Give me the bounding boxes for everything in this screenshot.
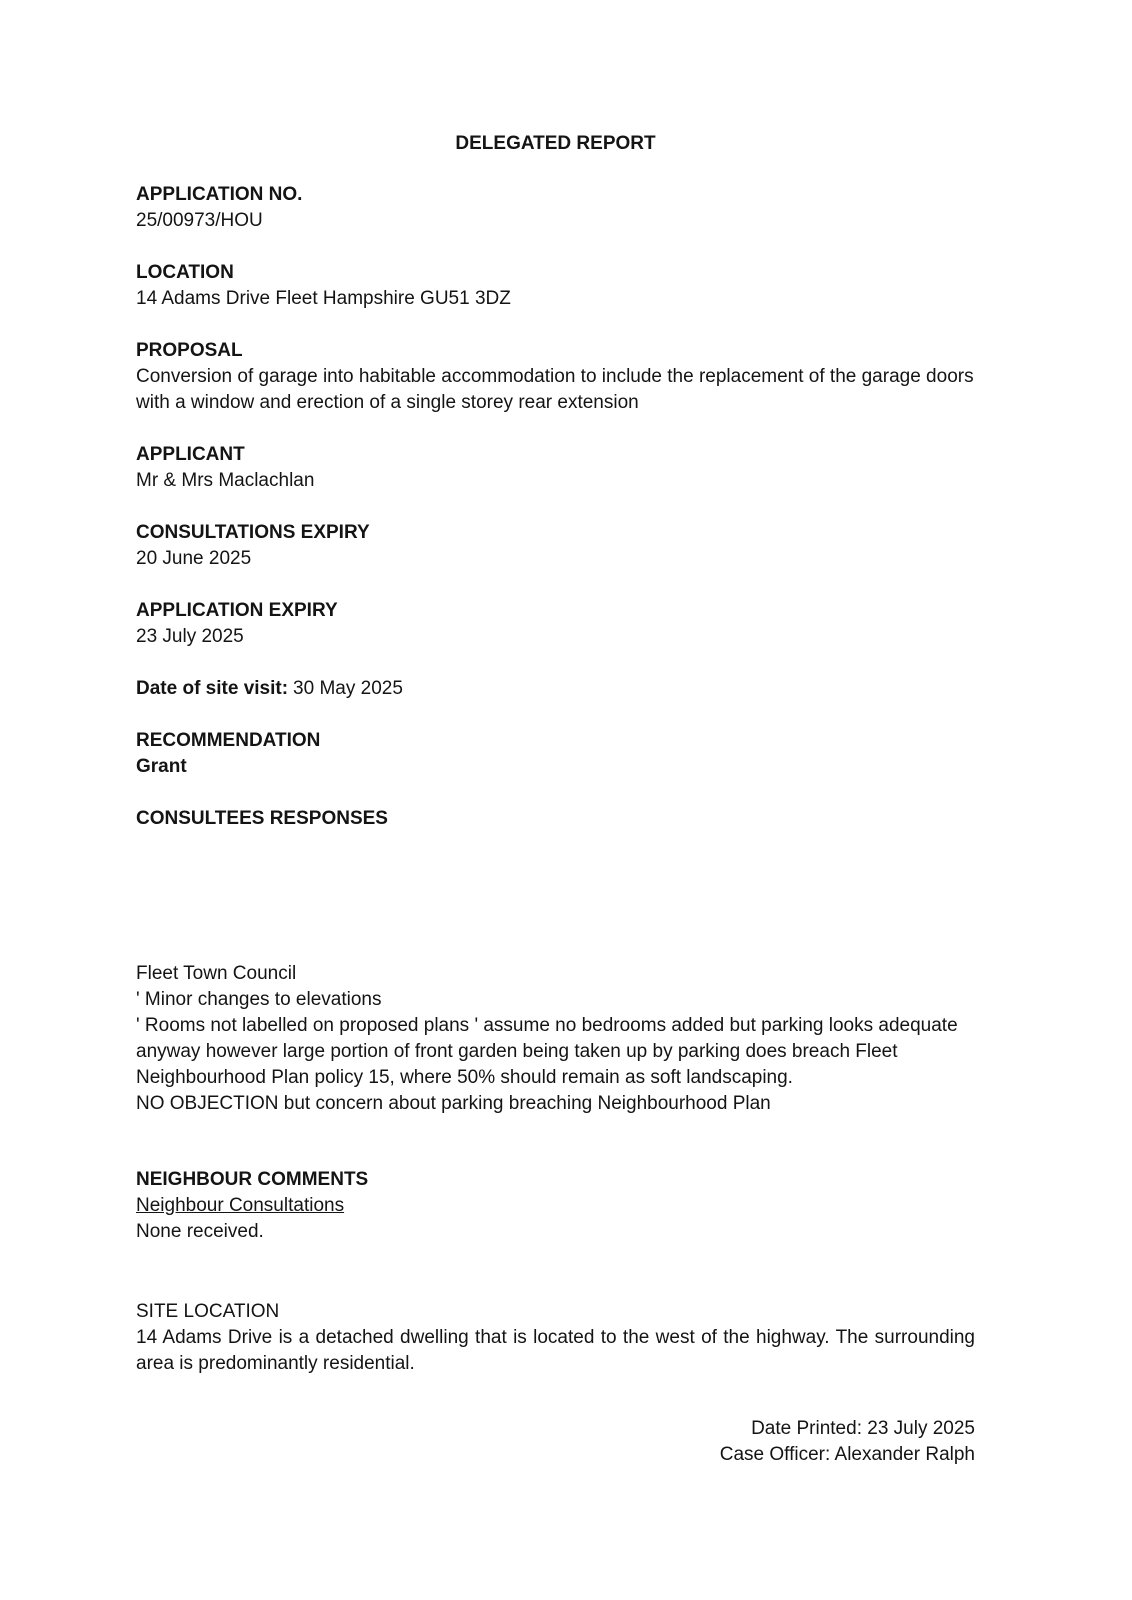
proposal-value: Conversion of garage into habitable accommodation to include the replacement of the garage doors with a window and erection of a single storey rear extension [136, 366, 974, 413]
section-application-expiry [136, 598, 975, 650]
section-proposal [136, 338, 975, 416]
site-location-body: 14 Adams Drive is a detached dwelling that is located to the west of the highway. The surrounding area is predominantly residential. [136, 1327, 975, 1374]
consultations-expiry-value: 20 June 2025 [136, 548, 252, 569]
neighbour-comments-heading: NEIGHBOUR COMMENTS [136, 1169, 369, 1190]
site-location-heading: SITE LOCATION [136, 1301, 280, 1322]
section-applicant [136, 442, 975, 494]
section-consultations-expiry [136, 520, 975, 572]
date-printed: Date Printed: 23 July 2025 [751, 1418, 975, 1439]
proposal-label: PROPOSAL [136, 340, 243, 361]
section-application-no [136, 182, 975, 234]
application-no-value: 25/00973/HOU [136, 210, 263, 231]
consultees-responses-body [136, 961, 975, 1117]
section-site-location [136, 1299, 975, 1377]
site-visit-value: 30 May 2025 [293, 678, 403, 699]
consultees-responses-heading: CONSULTEES RESPONSES [136, 808, 388, 829]
neighbour-consultations-subheading: Neighbour Consultations [136, 1195, 345, 1216]
consultations-expiry-label: CONSULTATIONS EXPIRY [136, 522, 370, 543]
applicant-label: APPLICANT [136, 444, 245, 465]
section-recommendation [136, 728, 975, 780]
section-neighbour-comments [136, 1167, 975, 1245]
consultee-line: ' Minor changes to elevations [136, 989, 382, 1010]
consultee-line: NO OBJECTION but concern about parking breaching Neighbourhood Plan [136, 1093, 771, 1114]
neighbour-comments-value: None received. [136, 1221, 264, 1242]
applicant-value: Mr & Mrs Maclachlan [136, 470, 315, 491]
consultee-line: ' Rooms not labelled on proposed plans ' assume no bedrooms added but parking looks adequate anyway however large portion of front garden being taken up by parking does breach Fleet Neighbourhood Plan policy 15, where 50% should remain as soft landscaping. [136, 1015, 958, 1088]
recommendation-value: Grant [136, 756, 187, 777]
section-site-visit [136, 676, 975, 702]
consultee-line: Fleet Town Council [136, 963, 297, 984]
application-no-label: APPLICATION NO. [136, 184, 303, 205]
application-expiry-label: APPLICATION EXPIRY [136, 600, 338, 621]
case-officer: Case Officer: Alexander Ralph [719, 1444, 975, 1465]
document-title: DELEGATED REPORT [455, 133, 656, 154]
section-location [136, 260, 975, 312]
location-value: 14 Adams Drive Fleet Hampshire GU51 3DZ [136, 288, 511, 309]
application-expiry-value: 23 July 2025 [136, 626, 244, 647]
site-visit-label: Date of site visit: [136, 678, 289, 699]
recommendation-heading: RECOMMENDATION [136, 730, 321, 751]
location-label: LOCATION [136, 262, 234, 283]
document-footer [136, 1416, 975, 1468]
